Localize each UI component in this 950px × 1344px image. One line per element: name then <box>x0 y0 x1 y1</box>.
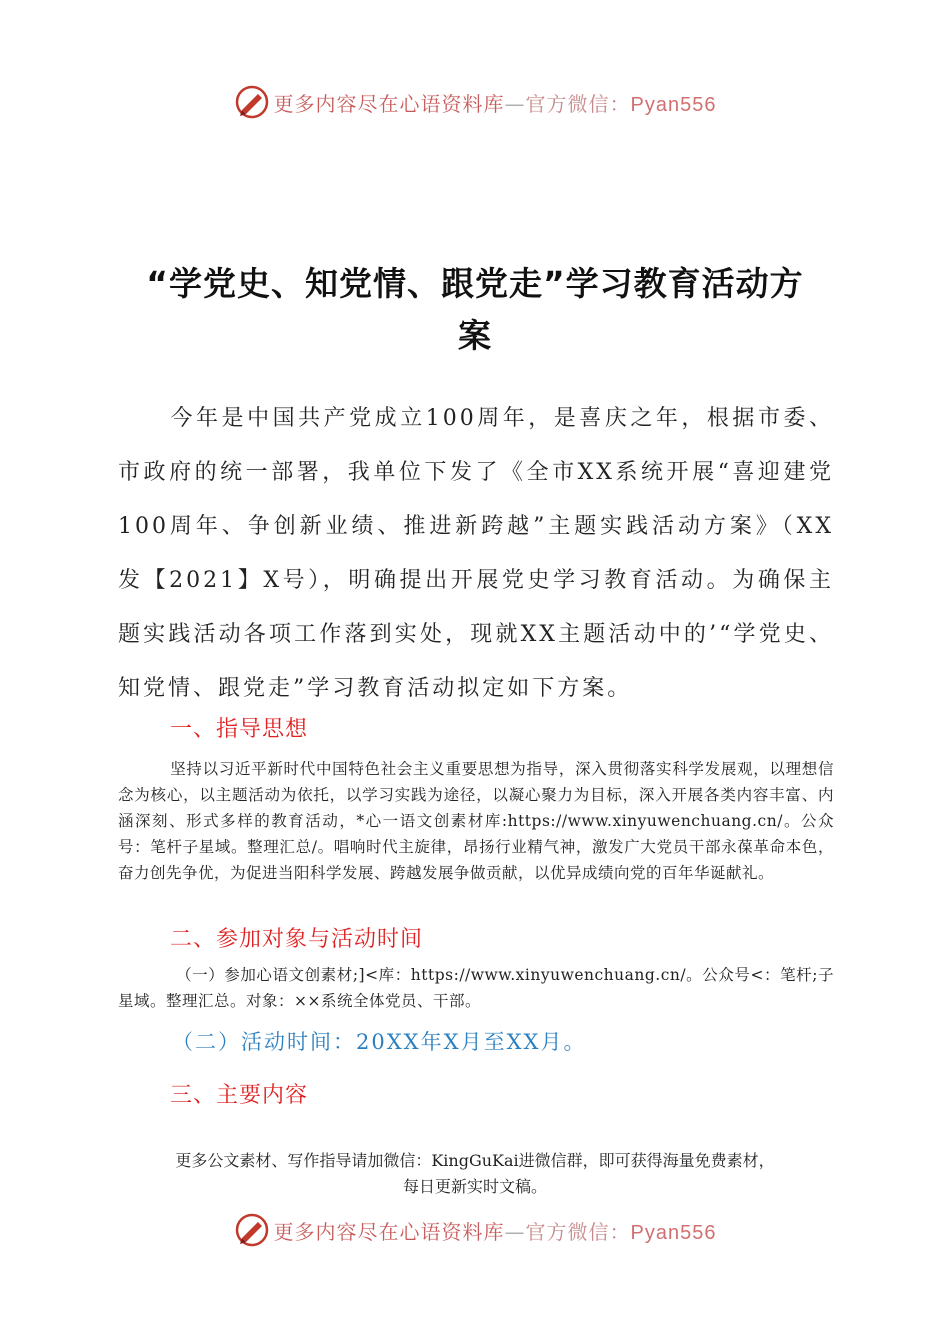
top-watermark-banner <box>0 82 950 122</box>
section-3-heading: 三、主要内容 <box>170 1083 309 1108</box>
bottom-watermark-banner <box>0 1210 950 1250</box>
footer-note <box>100 1148 850 1200</box>
footer-line-1: 更多公文素材、写作指导请加微信：KingGuKai进微信群，即可获得海量免费素材， <box>175 1151 775 1170</box>
section-2-item-1-text: （一）参加心语文创素材;]<库：https://www.xinyuwenchuang.cn/。公众号<：笔杆;子星域。整理汇总。对象：××系统全体党员、干部。 <box>118 966 834 1010</box>
intro-text: 今年是中国共产党成立100周年，是喜庆之年，根据市委、市政府的统一部署，我单位下发了《全市XX系统开展“喜迎建党100周年、争创新业绩、推进新跨越”主题实践活动方案》（XX发【2021】X号），明确提出开展党史学习教育活动。为确保主题实践活动各项工作落到实处，现就XX主题活动中的’“学党史、知党情、跟党走”学习教育活动拟定如下方案。 <box>118 406 834 701</box>
banner-separator: — <box>504 91 526 116</box>
banner-wechat-label: 官方微信： <box>525 91 631 116</box>
pen-logo-icon <box>234 84 270 120</box>
title-line-1: “学党史、知党情、跟党走”学习教育活动方 <box>146 264 804 303</box>
banner-text: 更多内容尽在心语资料库 <box>273 91 505 116</box>
banner-wechat-label: 官方微信： <box>525 1219 631 1244</box>
intro-paragraph <box>118 392 834 716</box>
section-1-text: 坚持以习近平新时代中国特色社会主义重要思想为指导，深入贯彻落实科学发展观，以理想信念为核心，以主题活动为依托，以学习实践为途径，以凝心聚力为目标，深入开展各类内容丰富、内涵深刻、形式多样的教育活动，*心一语文创素材库:https://www.xinyuwenchuang.cn/。公众号：笔杆子星域。整理汇总/。唱响时代主旋律，昂扬行业精气神，激发广大党员干部永葆革命本色，奋力创先争优，为促进当阳科学发展、跨越发展争做贡献，以优异成绩向党的百年华诞献礼。 <box>118 760 834 882</box>
document-title <box>100 258 850 362</box>
section-1-heading: 一、指导思想 <box>170 717 309 742</box>
banner-wechat-id: Pyan556 <box>630 1221 717 1244</box>
section-2-item-1 <box>118 962 834 1014</box>
banner-text: 更多内容尽在心语资料库 <box>273 1219 505 1244</box>
section-2-heading: 二、参加对象与活动时间 <box>170 927 424 952</box>
section-2-item-2: （二）活动时间：20XX年X月至XX月。 <box>172 1030 587 1054</box>
footer-line-2: 每日更新实时文稿。 <box>402 1177 547 1196</box>
banner-wechat-id: Pyan556 <box>630 93 717 116</box>
title-line-2: 案 <box>458 316 492 355</box>
section-1-body <box>118 756 834 886</box>
pen-logo-icon <box>234 1212 270 1248</box>
banner-separator: — <box>504 1219 526 1244</box>
